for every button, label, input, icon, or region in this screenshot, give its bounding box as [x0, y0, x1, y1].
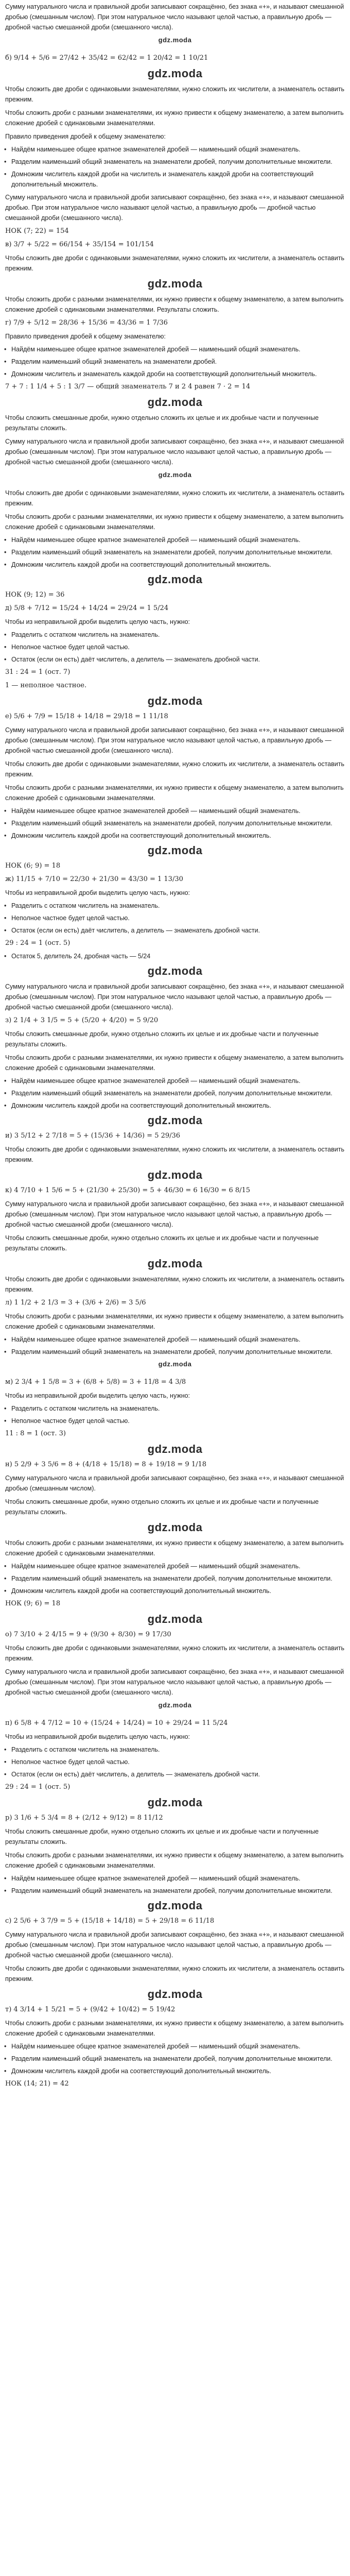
- list-item: [0, 558, 350, 571]
- list-item: [0, 641, 350, 653]
- watermark: [0, 1358, 350, 1376]
- watermark: [0, 692, 350, 710]
- watermark-text: gdz.moda: [147, 67, 203, 80]
- math-solution-line: и) 3 5/12 + 2 7/18 = 5 + (15/36 + 14/36) = 5 29/36: [5, 1132, 181, 1140]
- paragraph: Чтобы сложить дроби с разными знаменателями, их нужно привести к общему знаменателю, а затем выполнить сложение дробей с одинаковыми знаменателями.: [5, 784, 344, 802]
- bullet-icon: •: [4, 643, 7, 651]
- math-solution-line: НОК (9; 12) = 36: [5, 591, 65, 599]
- list-item-text: Остаток (если он есть) даёт числитель, а делитель — знаменатель дробной части.: [11, 1771, 260, 1778]
- paragraph: Правило приведения дробей к общему знаменателю:: [5, 133, 166, 140]
- math-solution-line: НОК (6; 9) = 18: [5, 862, 61, 870]
- paragraph: Чтобы из неправильной дроби выделить целую часть, нужно:: [5, 618, 190, 625]
- watermark: [0, 1440, 350, 1458]
- paragraph: Чтобы сложить дроби с разными знаменателями, их нужно привести к общему знаменателю, а затем выполнить сложение дробей с одинаковыми знаменателями.: [5, 1313, 344, 1330]
- paragraph: Чтобы сложить дроби с разными знаменателями, их нужно привести к общему знаменателю, а затем выполнить сложение дробей с одинаковыми знаменателями.: [5, 1054, 344, 1072]
- list-item-text: Неполное частное будет целой частью.: [11, 914, 130, 922]
- math-solution-line: с) 2 5/6 + 3 7/9 = 5 + (15/18 + 14/18) = 5 + 29/18 = 6 11/18: [5, 1917, 215, 1925]
- watermark-text: gdz.moda: [158, 1701, 192, 1709]
- paragraph: Чтобы сложить дроби с разными знаменателями, их нужно привести к общему знаменателю, а затем выполнить сложение дробей с одинаковыми знаменателями. Результаты сложить.: [5, 296, 344, 313]
- list-item-text: Разделим наименьший общий знаменатель на знаменатели дробей, получим дополнительные множители.: [11, 1348, 332, 1355]
- watermark: [0, 65, 350, 82]
- list-item-text: Домножим числитель каждой дроби на соответствующий дополнительный множитель.: [11, 2067, 271, 2075]
- paragraph: Чтобы сложить две дроби с одинаковыми знаменателями, нужно сложить их числители, а знаменатель оставить прежним.: [5, 255, 344, 272]
- watermark-text: gdz.moda: [147, 1899, 203, 1912]
- paragraph: Чтобы сложить дроби с разными знаменателями, их нужно привести к общему знаменателю, а затем выполнить сложение дробей с одинаковыми знаменателями.: [5, 2020, 344, 2037]
- list-item: [0, 912, 350, 924]
- paragraph: Сумму натурального числа и правильной дроби записывают сокращённо, без знака «+», и называют смешанной дробью (смешанным числом). При этом натуральное число называют целой частью, а правильную дробь — дробной частью смешанной дроби (смешанного числа).: [5, 438, 344, 466]
- paragraph: Чтобы из неправильной дроби выделить целую часть, нужно:: [5, 889, 190, 896]
- watermark-text: gdz.moda: [158, 1360, 192, 1368]
- watermark-text: gdz.moda: [147, 1443, 203, 1455]
- list-item: [0, 924, 350, 937]
- paragraph: Чтобы сложить две дроби с одинаковыми знаменателями, нужно сложить их числители, а знаменатель оставить прежним.: [5, 1645, 344, 1662]
- bullet-icon: •: [4, 820, 7, 827]
- paragraph: Сумму натурального числа и правильной дроби записывают сокращённо, без знака «+», и называют смешанной дробью (смешанным числом). При этом натуральное число называют целой частью, а правильную дробь — дробной частью смешанной дроби (смешанного числа).: [5, 3, 344, 31]
- watermark: [0, 1519, 350, 1536]
- bullet-icon: •: [4, 358, 7, 365]
- list-item: [0, 1756, 350, 1768]
- math-solution-line: л) 1 1/2 + 2 1/3 = 3 + (3/6 + 2/6) = 3 5/6: [5, 1299, 146, 1307]
- watermark: [0, 1699, 350, 1717]
- paragraph: Чтобы сложить смешанные дроби, нужно отдельно сложить их целые и их дробные части и полученные результаты сложить.: [5, 1030, 319, 1048]
- list-item: [0, 653, 350, 666]
- watermark: [0, 1794, 350, 1811]
- watermark-text: gdz.moda: [158, 471, 192, 479]
- list-item: [0, 629, 350, 641]
- list-item-text: Домножим числитель каждой дроби на соответствующий дополнительный множитель.: [11, 1587, 271, 1595]
- paragraph: Сумму натурального числа и правильной дроби записывают сокращённо, без знака «+», и называют смешанной дробью (смешанным числом). При этом натуральное число называют целой частью, а правильную дробь — дробной частью смешанной дроби (смешанного числа).: [5, 726, 344, 754]
- math-solution-line: г) 7/9 + 5/12 = 28/36 + 15/36 = 43/36 = 1 7/36: [5, 319, 168, 327]
- math-solution-line: п) 6 5/8 + 4 7/12 = 10 + (15/24 + 14/24) = 10 + 29/24 = 11 5/24: [5, 1719, 228, 1727]
- bullet-icon: •: [4, 2067, 7, 2075]
- list-item: [0, 805, 350, 817]
- bullet-icon: •: [4, 656, 7, 663]
- paragraph: Сумму натурального числа и правильной дроби записывают сокращённо, без знака «+», и называют смешанной дробью (смешанным числом). При этом натуральное число называют целой частью, а правильную дробь — дробной частью смешанной дроби (смешанного числа).: [5, 1931, 344, 1959]
- list-item-text: Остаток 5, делитель 24, дробная часть — 5/24: [11, 953, 151, 960]
- math-solution-line: 31 : 24 = 1 (ост. 7): [5, 668, 71, 676]
- bullet-icon: •: [4, 914, 7, 922]
- watermark: [0, 1897, 350, 1914]
- list-item-text: Неполное частное будет целой частью.: [11, 643, 130, 651]
- list-item: [0, 168, 350, 191]
- math-solution-line: 29 : 24 = 1 (ост. 5): [5, 1783, 71, 1791]
- list-item: [0, 1743, 350, 1756]
- bullet-icon: •: [4, 2043, 7, 2050]
- watermark-text: gdz.moda: [147, 844, 203, 857]
- list-item: [0, 156, 350, 168]
- math-solution-line: 29 : 24 = 1 (ост. 5): [5, 939, 71, 947]
- paragraph: Чтобы сложить смешанные дроби, нужно отдельно сложить их целые и их дробные части и полученные результаты сложить.: [5, 1234, 319, 1252]
- paragraph: Чтобы сложить две дроби с одинаковыми знаменателями, нужно сложить их числители, а знаменатель оставить прежним.: [5, 1276, 344, 1293]
- paragraph: Сумму натурального числа и правильной дроби записывают сокращённо, без знака «+», и называют смешанной дробью (смешанным числом). При этом натуральное число называют целой частью, а правильную дробь — дробной частью смешанной дроби (смешанного числа).: [5, 983, 344, 1011]
- list-item-text: Разделим наименьший общий знаменатель на знаменатели дробей, получим дополнительные множители.: [11, 820, 332, 827]
- paragraph: Чтобы сложить дроби с разными знаменателями, их нужно привести к общему знаменателю, а затем выполнить сложение дробей с одинаковыми знаменателями.: [5, 1539, 344, 1557]
- watermark-text: gdz.moda: [147, 694, 203, 707]
- list-item: [0, 1402, 350, 1415]
- list-item-text: Неполное частное будет целой частью.: [11, 1758, 130, 1766]
- math-solution-line: е) 5/6 + 7/9 = 15/18 + 14/18 = 29/18 = 1 11/18: [5, 713, 168, 720]
- bullet-icon: •: [4, 832, 7, 839]
- paragraph: Сумму натурального числа и правильной дроби записывают сокращённо, без знака «+», и называют смешанной дробью (смешанным числом). При этом натуральное число называют целой частью, а правильную дробь — дробной частью смешанной дроби (смешанного числа).: [5, 1200, 344, 1228]
- watermark: [0, 962, 350, 980]
- paragraph: Чтобы сложить дроби с разными знаменателями, их нужно привести к общему знаменателю, а затем выполнить сложение дробей с одинаковыми знаменателями.: [5, 513, 344, 531]
- watermark: [0, 394, 350, 411]
- math-solution-line: м) 2 3/4 + 1 5/8 = 3 + (6/8 + 5/8) = 3 + 11/8 = 4 3/8: [5, 1378, 186, 1386]
- list-item: [0, 1087, 350, 1099]
- list-item-text: Разделить с остатком числитель на знаменатель.: [11, 1746, 160, 1753]
- list-item-text: Найдём наименьшее общее кратное знаменателей дробей — наименьший общий знаменатель.: [11, 807, 301, 815]
- list-item-text: Разделим наименьший общий знаменатель на знаменатели дробей, получим дополнительные множители.: [11, 1090, 332, 1097]
- math-solution-line: НОК (14; 21) = 42: [5, 2080, 69, 2088]
- list-item-text: Разделить с остатком числитель на знаменатель.: [11, 631, 160, 638]
- watermark: [0, 571, 350, 588]
- math-solution-line: о) 7 3/10 + 2 4/15 = 9 + (9/30 + 8/30) = 9 17/30: [5, 1631, 171, 1638]
- list-item-text: Найдём наименьшее общее кратное знаменателей дробей — наименьший общий знаменатель.: [11, 146, 301, 153]
- list-item: [0, 1885, 350, 1897]
- watermark-text: gdz.moda: [147, 1257, 203, 1270]
- watermark-text: gdz.moda: [147, 1521, 203, 1534]
- list-item: [0, 1585, 350, 1597]
- bullet-icon: •: [4, 171, 7, 178]
- list-item: [0, 2065, 350, 2077]
- watermark-text: gdz.moda: [147, 1796, 203, 1809]
- bullet-icon: •: [4, 1746, 7, 1753]
- list-item: [0, 546, 350, 558]
- list-item-text: Неполное частное будет целой частью.: [11, 1417, 130, 1425]
- list-item-text: Домножим числитель каждой дроби на числитель и знаменатель каждой дроби на соответствующий дополнительный множитель.: [11, 171, 314, 188]
- watermark-text: gdz.moda: [147, 573, 203, 586]
- paragraph: Чтобы сложить две дроби с одинаковыми знаменателями, нужно сложить их числители, а знаменатель оставить прежним.: [5, 1146, 344, 1163]
- list-item: [0, 1560, 350, 1572]
- list-item-text: Остаток (если он есть) даёт числитель, а делитель — знаменатель дробной части.: [11, 927, 260, 934]
- math-solution-line: НОК (9; 6) = 18: [5, 1600, 61, 1607]
- bullet-icon: •: [4, 953, 7, 960]
- watermark-text: gdz.moda: [147, 1114, 203, 1127]
- list-item-text: Найдём наименьшее общее кратное знаменателей дробей — наименьший общий знаменатель.: [11, 2043, 301, 2050]
- math-solution-line: р) 3 1/6 + 5 3/4 = 8 + (2/12 + 9/12) = 8 11/12: [5, 1814, 163, 1822]
- math-solution-line: к) 4 7/10 + 1 5/6 = 5 + (21/30 + 25/30) = 5 + 46/30 = 6 16/30 = 6 8/15: [5, 1187, 251, 1194]
- watermark-text: gdz.moda: [158, 36, 192, 44]
- watermark: [0, 1255, 350, 1273]
- watermark: [0, 275, 350, 293]
- list-item-text: Домножим числитель каждой дроби на соответствующий дополнительный множитель.: [11, 1102, 271, 1109]
- bullet-icon: •: [4, 1575, 7, 1582]
- bullet-icon: •: [4, 927, 7, 934]
- list-item-text: Найдём наименьшее общее кратное знаменателей дробей — наименьший общий знаменатель.: [11, 1875, 301, 1882]
- bullet-icon: •: [4, 807, 7, 815]
- paragraph: Чтобы сложить дроби с разными знаменателями, их нужно привести к общему знаменателю, а затем выполнить сложение дробей с одинаковыми знаменателями.: [5, 1852, 344, 1869]
- watermark: [0, 842, 350, 859]
- paragraph: Сумму натурального числа и правильной дроби записывают сокращённо, без знака «+», и называют смешанной дробью (смешанным числом). При этом натуральное число называют целой частью, а правильную дробь — дробной частью смешанной дроби (смешанного числа).: [5, 1668, 344, 1696]
- watermark: [0, 1611, 350, 1628]
- math-solution-line: д) 5/8 + 7/12 = 15/24 + 14/24 = 29/24 = 1 5/24: [5, 604, 169, 612]
- bullet-icon: •: [4, 561, 7, 568]
- bullet-icon: •: [4, 370, 7, 378]
- watermark: [0, 1986, 350, 2003]
- list-item: [0, 1768, 350, 1781]
- math-solution-line: т) 4 3/14 + 1 5/21 = 5 + (9/42 + 10/42) = 5 19/42: [5, 2006, 176, 2013]
- math-solution-line: з) 2 1/4 + 3 1/5 = 5 + (5/20 + 4/20) = 5 9/20: [5, 1016, 159, 1024]
- math-solution-line: ж) 11/15 + 7/10 = 22/30 + 21/30 = 43/30 = 1 13/30: [5, 875, 183, 883]
- bullet-icon: •: [4, 1077, 7, 1084]
- watermark: [0, 1166, 350, 1184]
- math-solution-line: НОК (7; 22) = 154: [5, 227, 69, 235]
- bullet-icon: •: [4, 1875, 7, 1882]
- list-item-text: Разделить с остатком числитель на знаменатель.: [11, 902, 160, 909]
- bullet-icon: •: [4, 1102, 7, 1109]
- watermark-text: gdz.moda: [147, 396, 203, 409]
- math-solution-line: 11 : 8 = 1 (ост. 3): [5, 1430, 66, 1437]
- math-solution-line: 7 + 7 : 1 1/4 + 5 : 1 3/7 — общий знаменатель 7 и 2 4 равен 7 · 2 = 14: [5, 383, 251, 391]
- paragraph: Сумму натурального числа и правильной дроби записывают сокращённо, без знака «+», и называют смешанной дробью (смешанным числом).: [5, 1475, 344, 1492]
- paragraph: Чтобы сложить две дроби с одинаковыми знаменателями, нужно сложить их числители, а знаменатель оставить прежним.: [5, 489, 344, 507]
- list-item-text: Разделим наименьший общий знаменатель на знаменатели дробей, получим дополнительные множители.: [11, 158, 332, 165]
- bullet-icon: •: [4, 346, 7, 353]
- watermark: [0, 469, 350, 486]
- list-item: [0, 829, 350, 842]
- bullet-icon: •: [4, 1405, 7, 1412]
- paragraph: Чтобы сложить дроби с разными знаменателями, их нужно привести к общему знаменателю, а затем выполнить сложение дробей с одинаковыми знаменателями.: [5, 109, 344, 127]
- bullet-icon: •: [4, 631, 7, 638]
- list-item-text: Остаток (если он есть) даёт числитель, а делитель — знаменатель дробной части.: [11, 656, 260, 663]
- bullet-icon: •: [4, 1417, 7, 1425]
- watermark-text: gdz.moda: [147, 1613, 203, 1625]
- paragraph: Чтобы из неправильной дроби выделить целую часть, нужно:: [5, 1733, 190, 1740]
- list-item-text: Домножим числитель и знаменатель каждой дроби на соответствующий дополнительный множитель.: [11, 370, 317, 378]
- list-item: [0, 900, 350, 912]
- list-item: [0, 343, 350, 355]
- watermark-text: gdz.moda: [147, 277, 203, 290]
- list-item: [0, 950, 350, 962]
- list-item-text: Разделим наименьший общий знаменатель на знаменатели дробей, получим дополнительные множители.: [11, 2055, 332, 2062]
- bullet-icon: •: [4, 902, 7, 909]
- watermark: [0, 34, 350, 52]
- bullet-icon: •: [4, 158, 7, 165]
- paragraph: Чтобы сложить две дроби с одинаковыми знаменателями, нужно сложить их числители, а знаменатель оставить прежним.: [5, 1965, 344, 1982]
- list-item: [0, 1872, 350, 1885]
- list-item-text: Разделим наименьший общий знаменатель на знаменатели дробей, получим дополнительные множители.: [11, 1887, 332, 1894]
- list-item: [0, 143, 350, 156]
- list-item: [0, 1099, 350, 1112]
- list-item: [0, 1346, 350, 1358]
- bullet-icon: •: [4, 146, 7, 153]
- list-item-text: Домножим числитель каждой дроби на соответствующий дополнительный множитель.: [11, 832, 271, 839]
- list-item-text: Найдём наименьшее общее кратное знаменателей дробей — наименьший общий знаменатель.: [11, 536, 301, 544]
- math-solution-line: 1 — неполное частное.: [5, 682, 87, 689]
- bullet-icon: •: [4, 1090, 7, 1097]
- watermark-text: gdz.moda: [147, 1168, 203, 1181]
- paragraph: Чтобы сложить смешанные дроби, нужно отдельно сложить их целые и их дробные части и полученные результаты сложить.: [5, 414, 319, 432]
- bullet-icon: •: [4, 549, 7, 556]
- bullet-icon: •: [4, 1887, 7, 1894]
- list-item: [0, 2053, 350, 2065]
- watermark-text: gdz.moda: [147, 1988, 203, 2001]
- list-item: [0, 817, 350, 829]
- bullet-icon: •: [4, 1563, 7, 1570]
- bullet-icon: •: [4, 1771, 7, 1778]
- list-item: [0, 534, 350, 546]
- bullet-icon: •: [4, 1758, 7, 1766]
- list-item: [0, 1415, 350, 1427]
- list-item: [0, 2040, 350, 2053]
- math-solution-line: н) 5 2/9 + 3 5/6 = 8 + (4/18 + 15/18) = 8 + 19/18 = 9 1/18: [5, 1461, 207, 1468]
- paragraph: Чтобы сложить две дроби с одинаковыми знаменателями, нужно сложить их числители, а знаменатель оставить прежним.: [5, 760, 344, 778]
- bullet-icon: •: [4, 1587, 7, 1595]
- list-item: [0, 1333, 350, 1346]
- list-item-text: Разделим наименьший общий знаменатель на знаменатели дробей, получим дополнительные множители.: [11, 1575, 332, 1582]
- list-item-text: Найдём наименьшее общее кратное знаменателей дробей — наименьший общий знаменатель.: [11, 1077, 301, 1084]
- list-item-text: Разделим наименьший общий знаменатель на знаменатели дробей, получим дополнительные множители.: [11, 549, 332, 556]
- math-solution-line: в) 3/7 + 5/22 = 66/154 + 35/154 = 101/154: [5, 241, 154, 248]
- watermark-text: gdz.moda: [147, 964, 203, 977]
- list-item-text: Найдём наименьшее общее кратное знаменателей дробей — наименьший общий знаменатель.: [11, 1563, 301, 1570]
- list-item-text: Найдём наименьшее общее кратное знаменателей дробей — наименьший общий знаменатель.: [11, 346, 301, 353]
- list-item: [0, 1075, 350, 1087]
- paragraph: Правило приведения дробей к общему знаменателю:: [5, 333, 166, 340]
- bullet-icon: •: [4, 536, 7, 544]
- list-item: [0, 368, 350, 380]
- list-item-text: Домножим числитель каждой дроби на соответствующий дополнительный множитель.: [11, 561, 271, 568]
- paragraph: Чтобы из неправильной дроби выделить целую часть, нужно:: [5, 1392, 190, 1399]
- paragraph: Чтобы сложить две дроби с одинаковыми знаменателями, нужно сложить их числители, а знаменатель оставить прежним.: [5, 86, 344, 103]
- bullet-icon: •: [4, 1336, 7, 1343]
- list-item-text: Найдём наименьшее общее кратное знаменателей дробей — наименьший общий знаменатель.: [11, 1336, 301, 1343]
- list-item-text: Разделим наименьший общий знаменатель на знаменатели дробей.: [11, 358, 217, 365]
- bullet-icon: •: [4, 2055, 7, 2062]
- paragraph: Чтобы сложить смешанные дроби, нужно отдельно сложить их целые и их дробные части и полученные результаты сложить.: [5, 1828, 319, 1845]
- paragraph: Чтобы сложить смешанные дроби, нужно отдельно сложить их целые и их дробные части и полученные результаты сложить.: [5, 1498, 319, 1516]
- paragraph: Сумму натурального числа и правильной дроби записывают сокращённо, без знака «+», и называют смешанной дробью. При этом натуральное число называют целой частью, а правильную дробь — дробной частью смешанной дроби (смешанного числа).: [5, 194, 344, 222]
- list-item: [0, 1572, 350, 1585]
- watermark: [0, 1112, 350, 1129]
- list-item-text: Разделить с остатком числитель на знаменатель.: [11, 1405, 160, 1412]
- bullet-icon: •: [4, 1348, 7, 1355]
- list-item: [0, 355, 350, 368]
- math-solution-line: б) 9/14 + 5/6 = 27/42 + 35/42 = 62/42 = 1 20/42 = 1 10/21: [5, 54, 208, 62]
